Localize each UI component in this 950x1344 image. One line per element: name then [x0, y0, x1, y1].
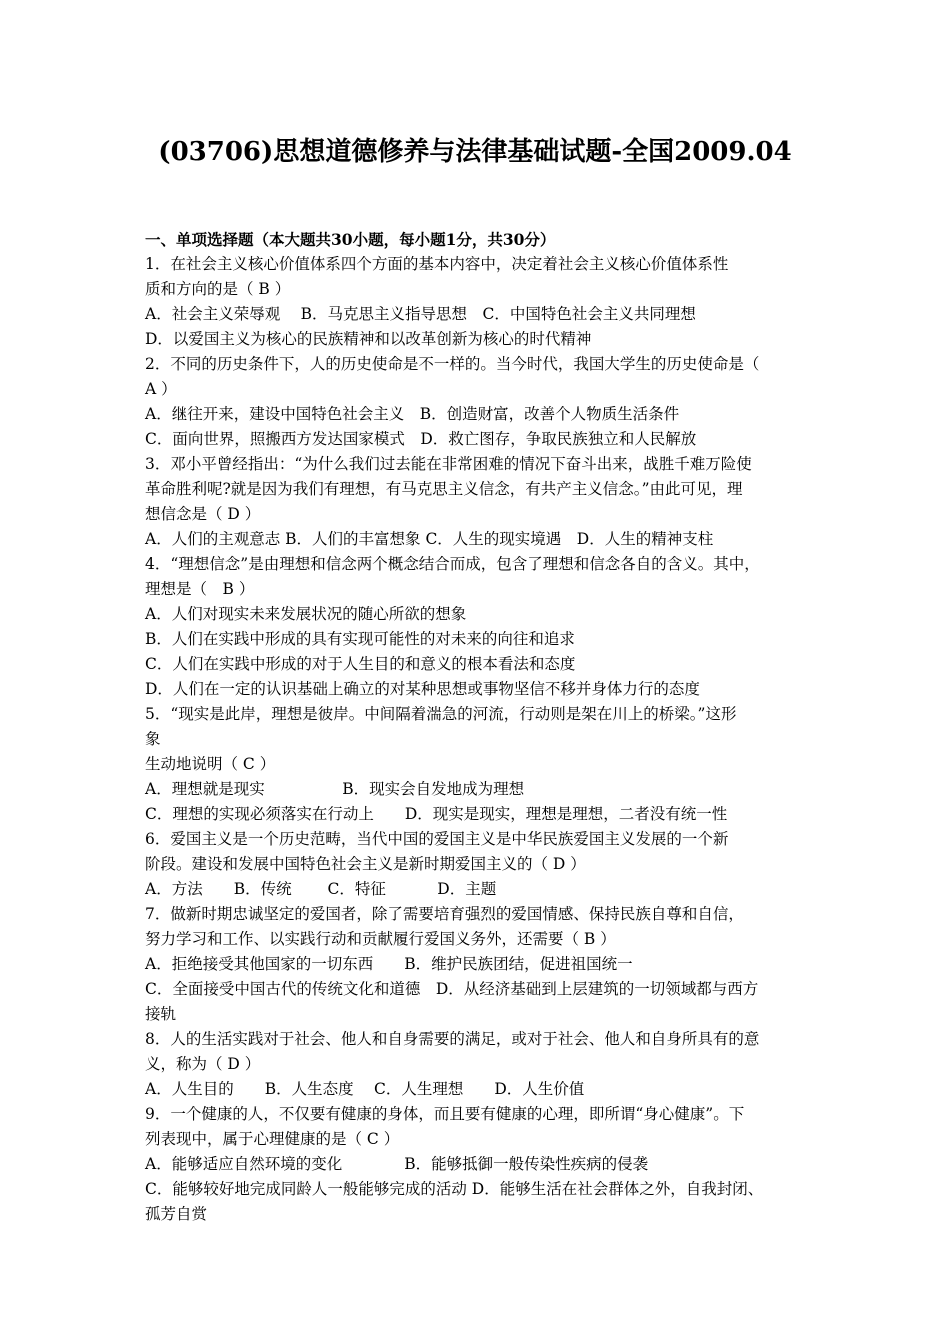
- text-line: D．以爱国主义为核心的民族精神和以改革创新为核心的时代精神: [145, 330, 592, 348]
- text-line: 孤芳自赏: [145, 1205, 208, 1223]
- text-line: 8．人的生活实践对于社会、他人和自身需要的满足，或对于社会、他人和自身所具有的意: [145, 1030, 760, 1048]
- text-line: C．理想的实现必须落实在行动上 D．现实是现实，理想是理想，二者没有统一性: [145, 805, 728, 823]
- text-line: A．人生目的 B．人生态度 C．人生理想 D．人生价值: [145, 1080, 585, 1098]
- question-lines: [145, 252, 825, 1227]
- text-line: A．方法 B．传统 C．特征 D．主题: [145, 880, 497, 898]
- text-line: 义，称为（ D ）: [145, 1055, 261, 1073]
- text-line: A．人们的主观意志 B．人们的丰富想象 C．人生的现实境遇 D．人生的精神支柱: [145, 530, 714, 548]
- text-line: A．拒绝接受其他国家的一切东西 B．维护民族团结，促进祖国统一: [145, 955, 633, 973]
- text-line: 阶段。建设和发展中国特色社会主义是新时期爱国主义的（ D ）: [145, 855, 586, 873]
- text-line: 7．做新时期忠诚坚定的爱国者，除了需要培育强烈的爱国情感、保持民族自尊和自信，: [145, 905, 744, 923]
- text-line: 3．邓小平曾经指出：“为什么我们过去能在非常困难的情况下奋斗出来，战胜千难万险使: [145, 455, 752, 473]
- text-line: A ）: [145, 380, 177, 398]
- text-line: 2．不同的历史条件下，人的历史使命是不一样的。当今时代，我国大学生的历史使命是（: [145, 355, 760, 373]
- text-line: 象: [145, 730, 161, 748]
- text-line: A．人们对现实未来发展状况的随心所欲的想象: [145, 605, 467, 623]
- text-line: 9．一个健康的人，不仅要有健康的身体，而且要有健康的心理，即所谓“身心健康”。下: [145, 1105, 745, 1123]
- text-line: A．能够适应自然环境的变化 B．能够抵御一般传染性疾病的侵袭: [145, 1155, 649, 1173]
- text-line: 努力学习和工作、以实践行动和贡献履行爱国义务外，还需要（ B ）: [145, 930, 616, 948]
- text-line: 4．“理想信念”是由理想和信念两个概念结合而成，包含了理想和信念各自的含义。其中，: [145, 555, 760, 573]
- text-line: C．能够较好地完成同龄人一般能够完成的活动 D．能够生活在社会群体之外，自我封闭、: [145, 1180, 764, 1198]
- text-line: A．理想就是现实 B．现实会自发地成为理想: [145, 780, 525, 798]
- text-line: D．人们在一定的认识基础上确立的对某种思想或事物坚信不移并身体力行的态度: [145, 680, 700, 698]
- text-line: 想信念是（ D ）: [145, 505, 261, 523]
- text-line: C．全面接受中国古代的传统文化和道德 D．从经济基础到上层建筑的一切领域都与西方: [145, 980, 759, 998]
- text-line: 6．爱国主义是一个历史范畴，当代中国的爱国主义是中华民族爱国主义发展的一个新: [145, 830, 729, 848]
- text-line: C．人们在实践中形成的对于人生目的和意义的根本看法和态度: [145, 655, 576, 673]
- text-line: 1．在社会主义核心价值体系四个方面的基本内容中，决定着社会主义核心价值体系性: [145, 255, 729, 273]
- section-heading: 一、单项选择题（本大题共30小题，每小题1分，共30分）: [145, 230, 556, 249]
- text-line: 革命胜利呢?就是因为我们有理想，有马克思主义信念，有共产主义信念。”由此可见，理: [145, 480, 743, 498]
- text-line: 接轨: [145, 1005, 177, 1023]
- text-line: 理想是（ B ）: [145, 580, 255, 598]
- text-line: 5．“现实是此岸，理想是彼岸。中间隔着湍急的河流，行动则是架在川上的桥梁。”这形: [145, 705, 737, 723]
- text-line: 列表现中，属于心理健康的是（ C ）: [145, 1130, 400, 1148]
- text-line: 生动地说明（ C ）: [145, 755, 276, 773]
- text-line: B．人们在实践中形成的具有实现可能性的对未来的向往和追求: [145, 630, 575, 648]
- text-line: 质和方向的是（ B ）: [145, 280, 291, 298]
- document-body: [145, 227, 825, 1227]
- text-line: A．社会主义荣辱观 B．马克思主义指导思想 C．中国特色社会主义共同理想: [145, 305, 696, 323]
- document-title: (03706)思想道德修养与法律基础试题-全国2009.04: [158, 137, 792, 167]
- text-line: C．面向世界，照搬西方发达国家模式 D．救亡图存，争取民族独立和人民解放: [145, 430, 697, 448]
- text-line: A．继往开来，建设中国特色社会主义 B．创造财富，改善个人物质生活条件: [145, 405, 680, 423]
